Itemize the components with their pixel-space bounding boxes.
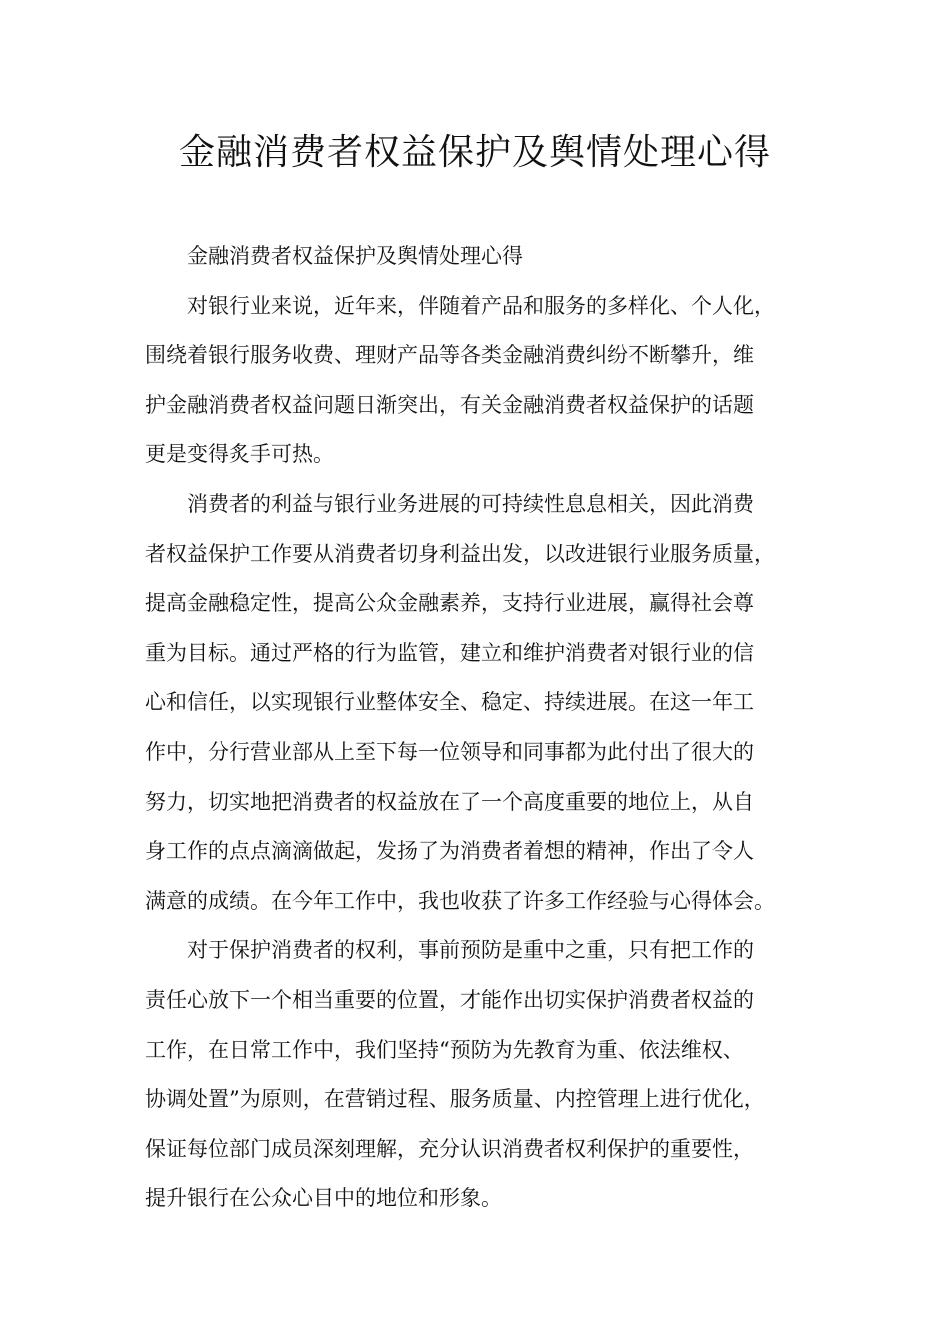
paragraph-1: 对银行业来说，近年来，伴随着产品和服务的多样化、个人化， 围绕着银行服务收费、理财产品等各类金融消费纠纷不断攀升，维 护金融消费者权益问题日渐突出，有关金融消费者权益保护的话题 更是变得炙手可热。: [145, 293, 775, 467]
paragraph-subtitle: 金融消费者权益保护及舆情处理心得: [187, 244, 523, 268]
document-body: [145, 232, 825, 1224]
document-title: 金融消费者权益保护及舆情处理心得: [178, 132, 771, 173]
paragraph-2: 消费者的利益与银行业务进展的可持续性息息相关，因此消费 者权益保护工作要从消费者切身利益出发，以改进银行业服务质量， 提高金融稳定性，提高公众金融素养，支持行业进展，赢得社会尊 重为目标。通过严格的行为监管，建立和维护消费者对银行业的信 心和信任，以实现银行业整体安全、稳定、持续进展。在这一年工 作中，分行营业部从上至下每一位领导和同事都为此付出了很大的 努力，切实地把消费者的权益放在了一个高度重要的地位上，从自 身工作的点点滴滴做起，发扬了为消费者着想的精神，作出了令人 满意的成绩。在今年工作中，我也收获了许多工作经验与心得体会。: [145, 491, 775, 913]
paragraph-3: 对于保护消费者的权利，事前预防是重中之重，只有把工作的 责任心放下一个相当重要的位置，才能作出切实保护消费者权益的 工作，在日常工作中，我们坚持“预防为先教育为重、依法维权、 协调处置”为原则，在营销过程、服务质量、内控管理上进行优化， 保证每位部门成员深刻理解，充分认识消费者权利保护的重要性， 提升银行在公众心目中的地位和形象。: [145, 938, 765, 1211]
